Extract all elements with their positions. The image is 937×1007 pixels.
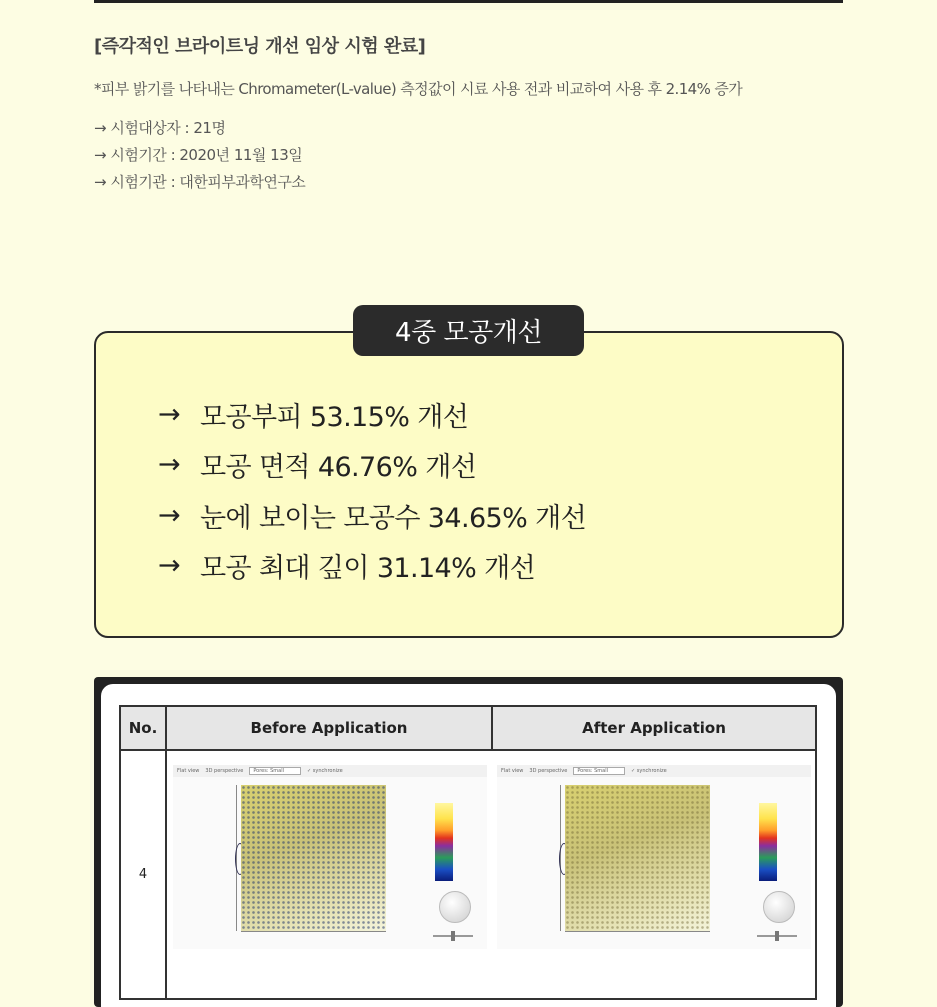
- slider-thumb: [451, 931, 455, 941]
- before-scan-panel: [173, 765, 487, 949]
- pore-item: [158, 440, 586, 491]
- trial-note: *피부 밝기를 나타내는 Chromameter(L-value) 측정값이 시료 사용 전과 비교하여 사용 후 2.14% 증가: [94, 80, 743, 98]
- rotate-knob-icon: [763, 891, 795, 923]
- trial-details: [94, 115, 894, 196]
- header-no: No.: [121, 707, 167, 751]
- skin-scan-after: [565, 785, 710, 931]
- depth-colorbar: [435, 803, 453, 881]
- skin-scan-before: [241, 785, 386, 931]
- pore-item: [158, 490, 586, 541]
- pore-improvement-box: [94, 331, 844, 638]
- x-axis: [241, 931, 386, 932]
- perspective-tab: 3D perspective: [529, 768, 568, 774]
- pore-item: [158, 541, 586, 592]
- row-number: 4: [121, 751, 167, 998]
- arrow-right-icon: →: [158, 499, 181, 531]
- slider-thumb: [775, 931, 779, 941]
- rotate-knob-icon: [439, 891, 471, 923]
- pore-item-text: 모공부피 53.15% 개선: [200, 401, 469, 433]
- arrow-right-icon: →: [158, 449, 181, 481]
- clinical-trial-section: [94, 32, 894, 196]
- result-photo-frame: [94, 677, 843, 1007]
- header-before: Before Application: [167, 707, 493, 751]
- trial-detail-period: → 시험기간 : 2020년 11월 13일: [94, 146, 303, 164]
- pore-item-text: 모공 면적 46.76% 개선: [200, 452, 477, 484]
- pore-item-text: 눈에 보이는 모공수 34.65% 개선: [200, 502, 587, 534]
- x-axis: [565, 931, 710, 932]
- pores-select: Pores: Small: [573, 767, 625, 775]
- pore-improvement-list: [158, 389, 586, 591]
- arrow-right-icon: →: [158, 550, 181, 582]
- scan-toolbar: [173, 765, 487, 777]
- result-photo-inner: [101, 684, 836, 1007]
- flat-view-tab: Flat view: [501, 768, 524, 774]
- flat-view-tab: Flat view: [177, 768, 200, 774]
- synchronize-checkbox: ✓ synchronize: [631, 768, 667, 774]
- trial-detail-institution: → 시험기관 : 대한피부과학연구소: [94, 173, 306, 191]
- result-table: [119, 705, 817, 1000]
- trial-detail-subjects: → 시험대상자 : 21명: [94, 119, 226, 137]
- header-after: After Application: [493, 707, 815, 751]
- synchronize-checkbox: ✓ synchronize: [307, 768, 343, 774]
- pore-item: [158, 389, 586, 440]
- depth-colorbar: [759, 803, 777, 881]
- arrow-right-icon: →: [158, 398, 181, 430]
- trial-title: [즉각적인 브라이트닝 개선 임상 시험 완료]: [94, 36, 426, 57]
- pores-select: Pores: Small: [249, 767, 301, 775]
- perspective-tab: 3D perspective: [205, 768, 244, 774]
- pore-item-text: 모공 최대 깊이 31.14% 개선: [200, 553, 536, 585]
- scan-toolbar: [497, 765, 811, 777]
- pore-badge: 4중 모공개선: [353, 305, 584, 356]
- top-divider: [94, 0, 843, 3]
- after-scan-panel: [497, 765, 811, 949]
